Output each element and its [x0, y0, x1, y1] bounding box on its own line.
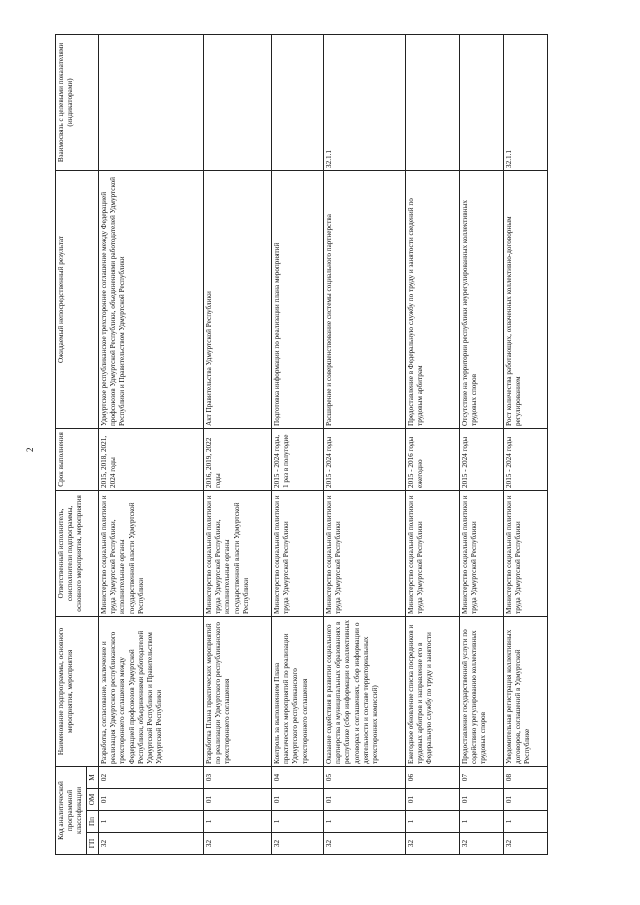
cell-pp: 1 [203, 811, 271, 833]
cell-executor: Министерство социальной политики и труда Удмуртской Республики [405, 490, 459, 616]
cell-result: Удмуртское республиканское трехстороннее соглашение между Федерацией профсоюзов Удмуртской Республики, объединениями работодателей Удмуртской Республики и Правительством Удмуртской Республики [98, 170, 203, 428]
cell-link: 32.1.1 [323, 34, 405, 170]
cell-result: Предоставление в Федеральную службу по труду и занятости сведений по трудовым арбитрам [405, 170, 459, 428]
cell-pp: 1 [271, 811, 323, 833]
cell-executor: Министерство социальной политики и труда Удмуртской Республики, исполнительные органы государственной власти Удмуртской Республики [203, 490, 271, 616]
cell-executor: Министерство социальной политики и труда Удмуртской Республики, исполнительные органы государственной власти Удмуртской Республики [98, 490, 203, 616]
cell-link [405, 34, 459, 170]
cell-gp: 32 [98, 833, 203, 855]
header-result: Ожидаемый непосредственный результат [56, 170, 99, 428]
cell-link [98, 34, 203, 170]
cell-name: Контроль за выполнением Плана практических мероприятий по реализации Удмуртского республиканского трехстороннего соглашения [271, 616, 323, 766]
cell-m: 04 [271, 766, 323, 788]
cell-result: Рост количества работающих, охваченных коллективно-договорным регулированием [503, 170, 547, 428]
cell-result: Отсутствие на территории республики неурегулированных коллективных трудовых споров [459, 170, 503, 428]
cell-name: Предоставление государственной услуги по содействию урегулированию коллективных трудовых споров [459, 616, 503, 766]
cell-m: 06 [405, 766, 459, 788]
cell-om: 01 [459, 789, 503, 811]
cell-gp: 32 [323, 833, 405, 855]
cell-term: 2016, 2019, 2022 годы [203, 428, 271, 490]
cell-m: 07 [459, 766, 503, 788]
cell-executor: Министерство социальной политики и труда Удмуртской Республики [503, 490, 547, 616]
cell-result: Акт Правительства Удмуртской Республики [203, 170, 271, 428]
cell-name: Ежегодное обновление списка посредников и трудовых арбитров и направление его в Федеральную службу по труду и занятости [405, 616, 459, 766]
header-code: Код аналитической программной классификации [56, 766, 87, 854]
cell-executor: Министерство социальной политики и труда Удмуртской Республики [323, 490, 405, 616]
cell-name: Разработка Плана практических мероприятий по реализации Удмуртского республиканского трехстороннего соглашения [203, 616, 271, 766]
cell-pp: 1 [405, 811, 459, 833]
cell-name: Уведомительная регистрация коллективных договоров, соглашений в Удмуртской Республике [503, 616, 547, 766]
cell-gp: 32 [203, 833, 271, 855]
header-om: ОМ [86, 789, 98, 811]
cell-link [203, 34, 271, 170]
cell-gp: 32 [503, 833, 547, 855]
cell-om: 01 [98, 789, 203, 811]
cell-gp: 32 [271, 833, 323, 855]
cell-result: Подготовка информации по реализации плана мероприятий [271, 170, 323, 428]
cell-m: 03 [203, 766, 271, 788]
cell-result: Расширение и совершенствование системы социального партнерства [323, 170, 405, 428]
cell-term: 2015 - 2024 годы [503, 428, 547, 490]
cell-gp: 32 [405, 833, 459, 855]
table-row [271, 34, 323, 854]
cell-link: 32.1.1 [503, 34, 547, 170]
cell-executor: Министерство социальной политики и труда Удмуртской Республики [271, 490, 323, 616]
cell-om: 01 [323, 789, 405, 811]
cell-term: 2015 - 2024 годы [459, 428, 503, 490]
cell-pp: 1 [459, 811, 503, 833]
table-row [459, 34, 503, 854]
cell-term: 2015 - 2016 годы ежегодно [405, 428, 459, 490]
table-row [203, 34, 271, 854]
cell-term: 2015 - 2024 годы, 1 раз в полугодие [271, 428, 323, 490]
cell-name: Оказание содействия в развитии социального партнерства в муниципальных образованиях в республике (сбор информации о коллективных договорах и соглашениях, сбор информации о деятельности и составе территориальных трехсторонних комиссий) [323, 616, 405, 766]
header-gp: ГП [86, 833, 98, 855]
cell-link [459, 34, 503, 170]
cell-name: Разработка, согласование, заключение и реализация Удмуртского республиканского трехстороннего соглашения между Федерацией профсоюзов Удмуртской Республики, объединениями работодателей Удмуртской Республики и Правительством Удмуртской Республики [98, 616, 203, 766]
table-row [98, 34, 203, 854]
cell-om: 01 [271, 789, 323, 811]
cell-m: 08 [503, 766, 547, 788]
cell-pp: 1 [98, 811, 203, 833]
cell-term: 2015, 2018, 2021, 2024 годы [98, 428, 203, 490]
header-m: М [86, 766, 98, 788]
cell-om: 01 [203, 789, 271, 811]
header-term: Срок выполнения [56, 428, 99, 490]
header-name: Наименование подпрограммы, основного мероприятия, мероприятия [56, 616, 99, 766]
cell-pp: 1 [323, 811, 405, 833]
cell-om: 01 [405, 789, 459, 811]
rotated-page [55, 35, 610, 855]
cell-executor: Министерство социальной политики и труда Удмуртской Республики [459, 490, 503, 616]
page-number: 2 [25, 447, 35, 452]
cell-om: 01 [503, 789, 547, 811]
activities-table [55, 34, 548, 855]
table-row [323, 34, 405, 854]
header-link: Взаимосвязь с целевыми показателями (индикаторами) [56, 34, 99, 170]
header-executor: Ответственный исполнитель, соисполнители подпрограммы, основного мероприятия, мероприятия [56, 490, 99, 616]
table-row [503, 34, 547, 854]
cell-gp: 32 [459, 833, 503, 855]
table-row [405, 34, 459, 854]
cell-term: 2015 - 2024 годы [323, 428, 405, 490]
cell-pp: 1 [503, 811, 547, 833]
cell-m: 05 [323, 766, 405, 788]
header-pp: Пп [86, 811, 98, 833]
cell-m: 02 [98, 766, 203, 788]
cell-link [271, 34, 323, 170]
